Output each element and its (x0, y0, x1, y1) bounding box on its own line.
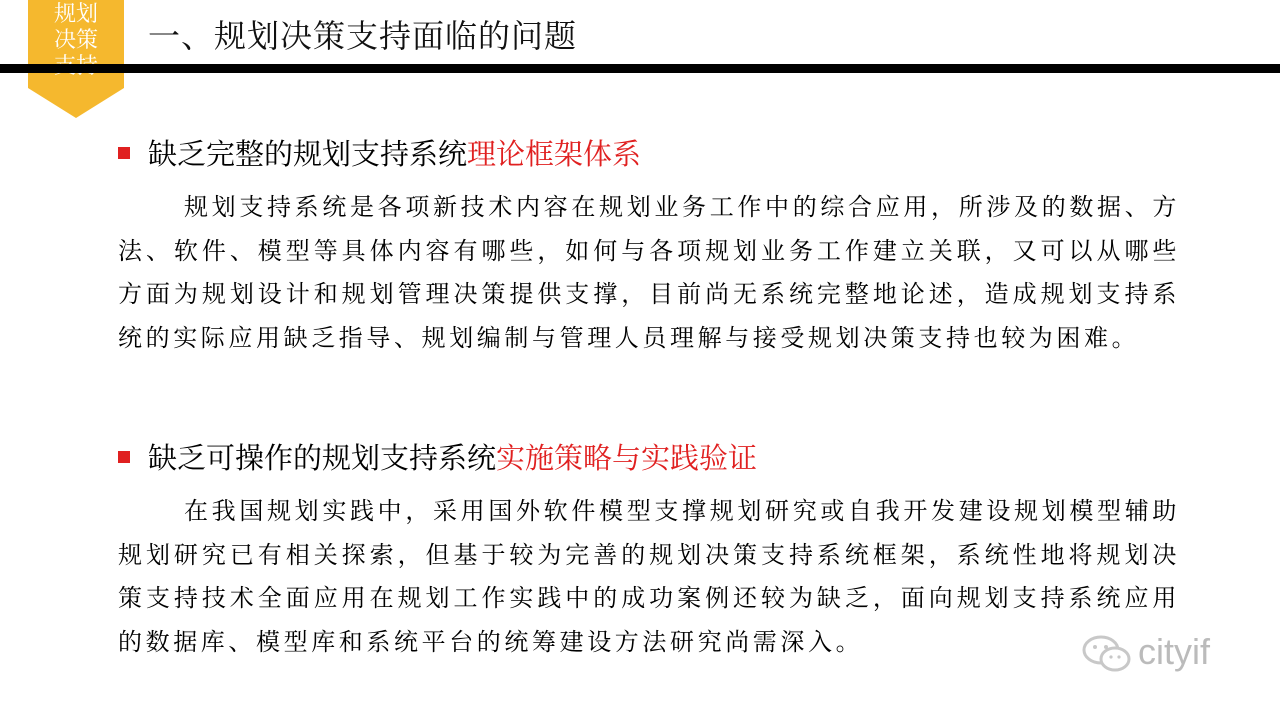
watermark-text: cityif (1138, 631, 1210, 672)
section-paragraph-1: 规划支持系统是各项新技术内容在规划业务工作中的综合应用，所涉及的数据、方法、软件、模型等具体内容有哪些，如何与各项规划业务工作建立关联，又可以从哪些方面为规划设计和规划管理决策提供支撑，目前尚无系统完整地论述，造成规划支持系统的实际应用缺乏指导、规划编制与管理人员理解与接受规划决策支持也较为困难。 (118, 193, 1180, 352)
heading-2-plain: 缺乏可操作的规划支持系统 (148, 441, 497, 475)
badge-line-2: 决策 (53, 28, 98, 53)
section-heading-2 (118, 438, 757, 478)
watermark (1082, 628, 1242, 678)
heading-1-highlight: 理论框架体系 (467, 137, 642, 171)
badge-line-1: 规划 (53, 2, 98, 27)
header-divider (0, 64, 1280, 73)
heading-2-highlight: 实施策略与实践验证 (496, 441, 758, 475)
bullet-square-icon (118, 147, 130, 159)
page-title: 一、规划决策支持面临的问题 (148, 17, 578, 55)
section-paragraph-2: 在我国规划实践中，采用国外软件模型支撑规划研究或自我开发建设规划模型辅助规划研究已有相关探索，但基于较为完善的规划决策支持系统框架，系统性地将规划决策支持技术全面应用在规划工作实践中的成功案例还较为缺乏，面向规划支持系统应用的数据库、模型库和系统平台的统筹建设方法研究尚需深入。 (118, 497, 1180, 656)
heading-1-plain: 缺乏完整的规划支持系统 (148, 137, 468, 171)
wechat-icon (1082, 634, 1132, 674)
section-heading-1 (118, 134, 641, 174)
bullet-square-icon (118, 451, 130, 463)
section-badge (28, 0, 124, 118)
